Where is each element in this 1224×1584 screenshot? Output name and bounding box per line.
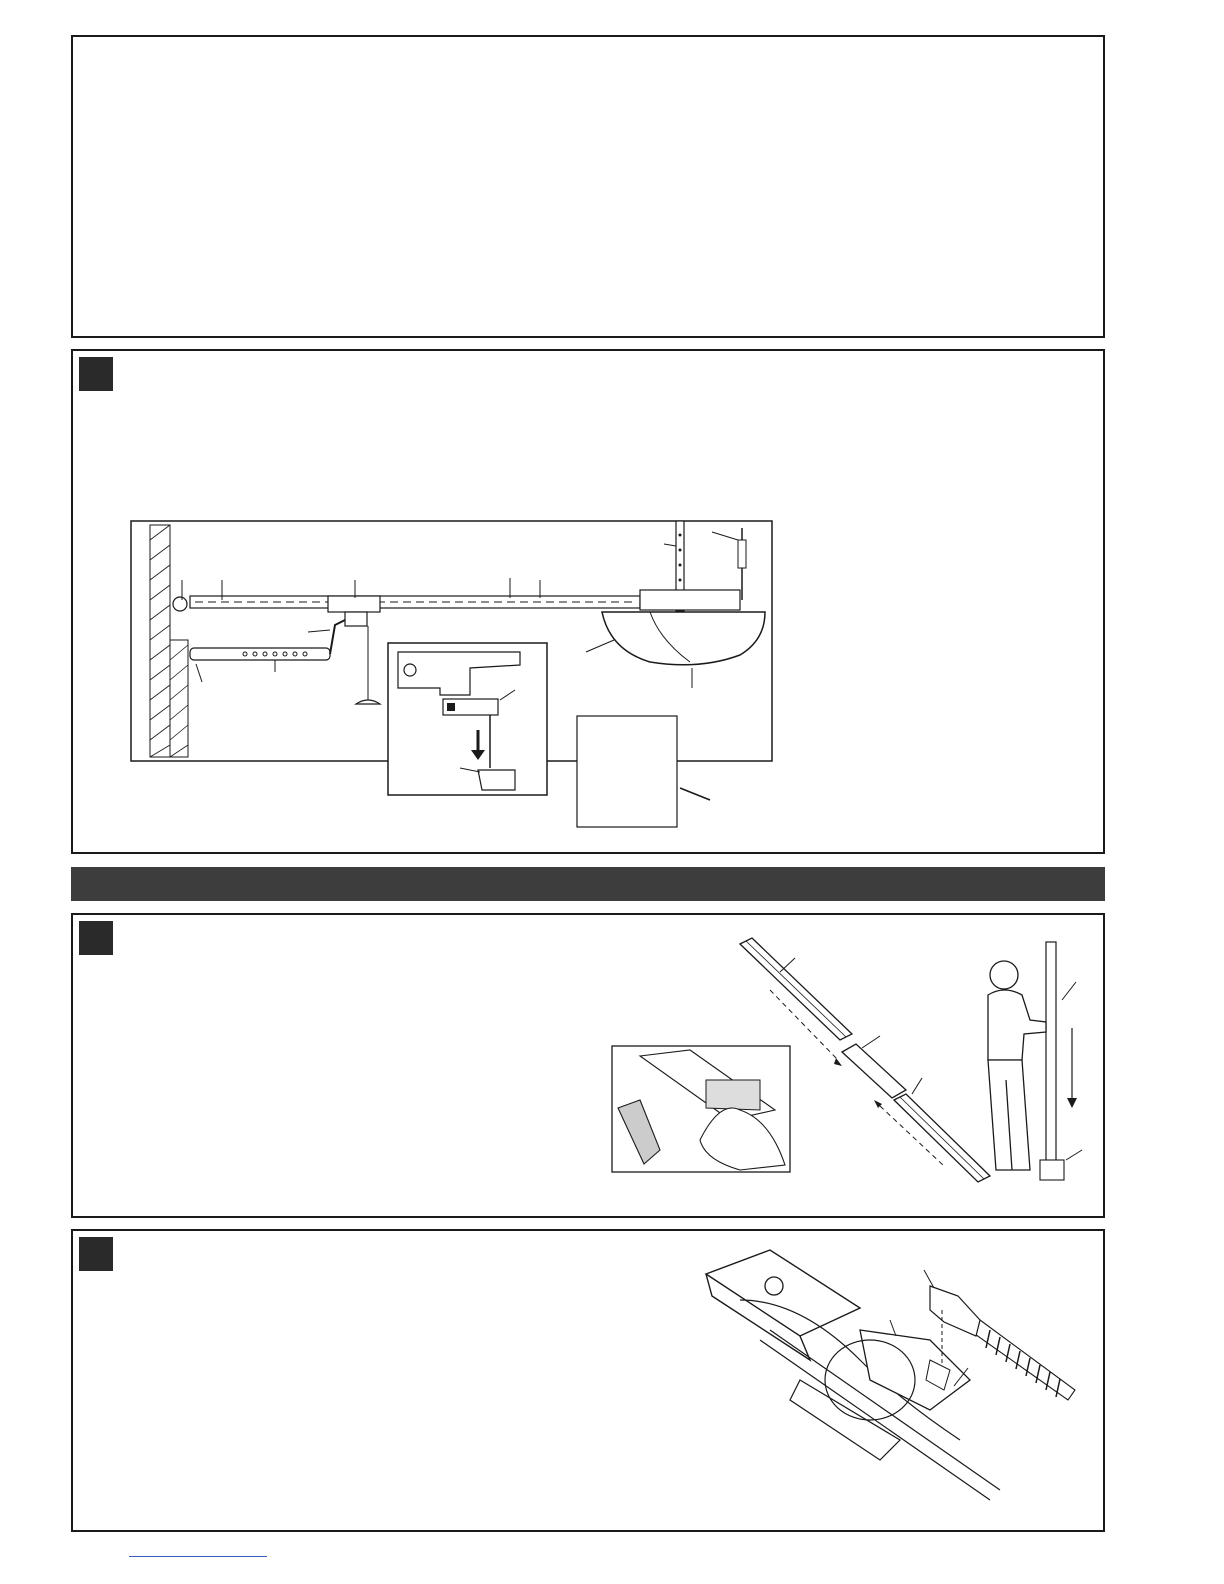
footer-link-underline[interactable] (129, 1556, 267, 1557)
